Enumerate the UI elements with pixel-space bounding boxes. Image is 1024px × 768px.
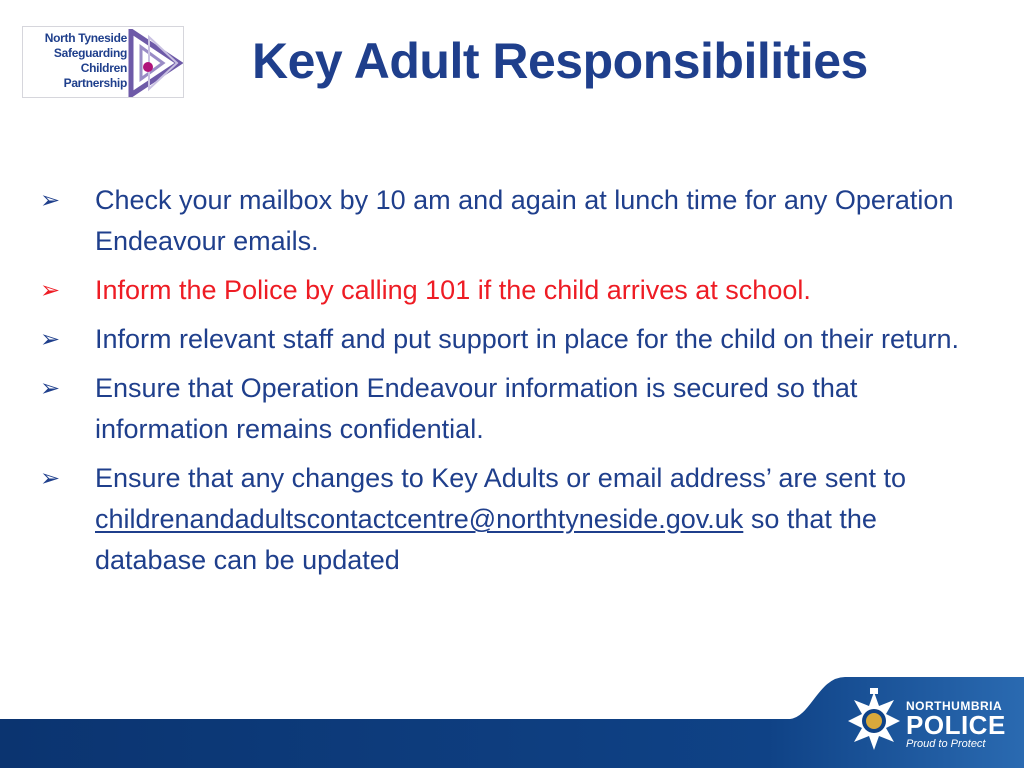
list-item xyxy=(40,458,990,581)
police-org-top: NORTHUMBRIA xyxy=(906,699,1003,713)
bullet-text-after: so that the database can be updated xyxy=(95,504,877,575)
arrow-bullet-icon: ➢ xyxy=(40,187,61,214)
police-tagline: Proud to Protect xyxy=(906,738,986,750)
page-title: Key Adult Responsibilities xyxy=(252,33,868,89)
arrow-bullet-icon: ➢ xyxy=(40,465,61,492)
responsibilities-list xyxy=(40,180,990,581)
arrow-bullet-icon: ➢ xyxy=(40,277,61,304)
logo-line-2: Safeguarding xyxy=(53,46,127,60)
logo-text xyxy=(27,31,127,91)
police-star-badge-icon xyxy=(846,688,902,754)
bullet-text xyxy=(95,463,906,575)
logo-line-1: North Tyneside xyxy=(44,31,127,45)
list-item xyxy=(40,319,990,360)
contact-email-link[interactable]: childrenandadultscontactcentre@northtyneside.gov.uk xyxy=(95,504,744,534)
bullet-text: Ensure that Operation Endeavour information is secured so that information remains confidential. xyxy=(95,373,858,444)
list-item xyxy=(40,180,990,262)
logo-line-4: Partnership xyxy=(63,76,127,90)
list-item-alert xyxy=(40,270,990,311)
list-item xyxy=(40,368,990,450)
police-org-main: POLICE xyxy=(906,710,1006,740)
partnership-logo xyxy=(22,26,184,98)
police-logo-text xyxy=(906,700,1006,750)
arrow-bullet-icon: ➢ xyxy=(40,375,61,402)
bullet-text-before: Ensure that any changes to Key Adults or email address’ are sent to xyxy=(95,463,906,493)
logo-line-3: Children xyxy=(80,61,127,75)
bullet-text: Inform relevant staff and put support in place for the child on their return. xyxy=(95,324,959,354)
bullet-text: Inform the Police by calling 101 if the child arrives at school. xyxy=(95,275,811,305)
triangle-arrow-icon xyxy=(127,29,183,97)
bullet-text: Check your mailbox by 10 am and again at lunch time for any Operation Endeavour emails. xyxy=(95,185,954,256)
arrow-bullet-icon: ➢ xyxy=(40,326,61,353)
